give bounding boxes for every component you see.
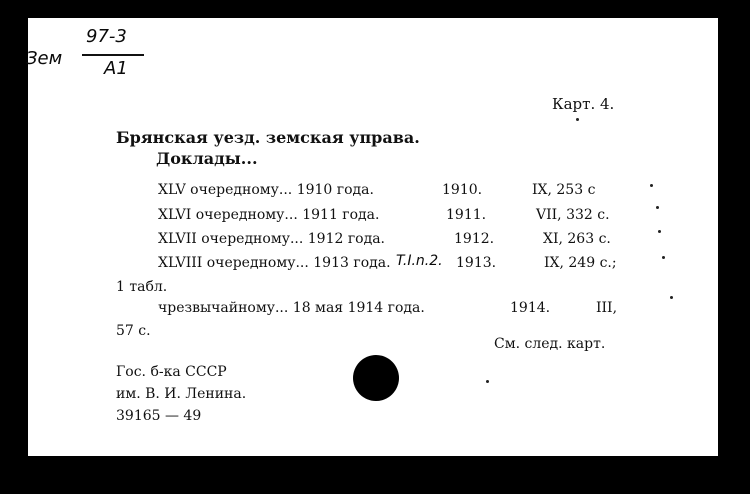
handwritten-prefix: Зем (26, 48, 63, 69)
speck (656, 206, 659, 209)
see-next-card: См. след. карт. (494, 336, 606, 352)
catalog-card (28, 18, 718, 456)
entry-pages-4: IX, 249 с.; (544, 255, 617, 271)
entry-pages-2: VII, 332 с. (536, 207, 610, 223)
speck (658, 230, 661, 233)
speck (650, 184, 653, 187)
footer-line-1: Гос. б-ка СССР (116, 364, 227, 380)
handwritten-number-top: 97-3 (86, 26, 127, 47)
entry-year-4: 1913. (456, 255, 497, 271)
heading: Брянская уезд. земская управа. (116, 128, 420, 147)
entry-title-3: XLVII очередному... 1912 года. (158, 231, 386, 247)
speck (670, 296, 673, 299)
handwritten-number-bottom: A1 (104, 58, 128, 79)
extra-entry-title: чрезвычайному... 18 мая 1914 года. (158, 300, 425, 316)
extra-entry-year: 1914. (510, 300, 551, 316)
entry-title-4: XLVIII очередному... 1913 года. (158, 255, 391, 271)
punch-hole (353, 355, 399, 401)
footer-line-2: им. В. И. Ленина. (116, 386, 247, 402)
entry-year-1: 1910. (442, 182, 483, 198)
entry-title-1: XLV очередному... 1910 года. (158, 182, 374, 198)
entry-continuation-4: 1 табл. (116, 279, 168, 295)
entry-pages-3: XI, 263 с. (543, 231, 611, 247)
card-number: Карт. 4. (552, 95, 615, 113)
extra-continuation: 57 с. (116, 323, 151, 339)
entry-note-4: T.I.n.2. (396, 253, 443, 269)
fraction-line (82, 54, 144, 56)
footer-line-3: 39165 — 49 (116, 408, 202, 424)
subheading: Доклады... (156, 149, 258, 168)
extra-entry-pages: III, (596, 300, 618, 316)
entry-pages-1: IX, 253 с (532, 182, 596, 198)
entry-year-3: 1912. (454, 231, 495, 247)
speck (576, 118, 579, 121)
speck (662, 256, 665, 259)
entry-year-2: 1911. (446, 207, 487, 223)
speck (486, 380, 489, 383)
entry-title-2: XLVI очередному... 1911 года. (158, 207, 380, 223)
